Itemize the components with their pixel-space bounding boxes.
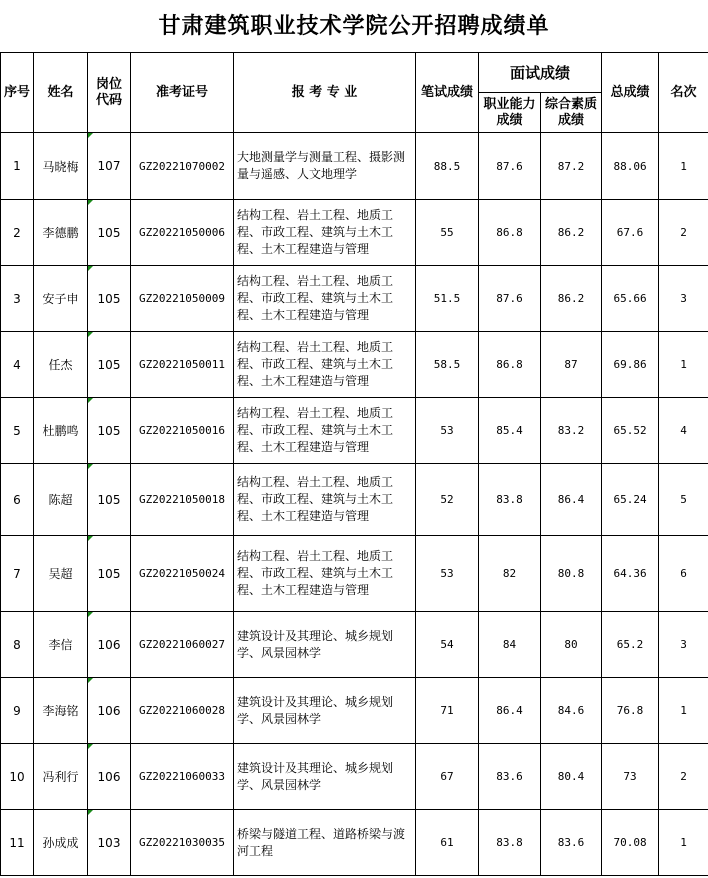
cell-ability: 83.8	[479, 464, 541, 536]
cell-rank: 1	[659, 332, 708, 398]
cell-exam-id: GZ20221060033	[131, 744, 234, 810]
cell-name: 任杰	[34, 332, 88, 398]
cell-total: 65.2	[602, 612, 659, 678]
cell-rank: 1	[659, 678, 708, 744]
header-ability: 职业能力成绩	[479, 93, 541, 133]
cell-post: 106	[88, 678, 131, 744]
header-seq: 序号	[1, 53, 34, 133]
cell-exam-id: GZ20221050009	[131, 266, 234, 332]
cell-post: 105	[88, 266, 131, 332]
cell-post: 105	[88, 398, 131, 464]
table-row	[1, 536, 708, 612]
table-row	[1, 200, 708, 266]
table-row	[1, 133, 708, 200]
cell-total: 73	[602, 744, 659, 810]
cell-seq: 7	[1, 536, 34, 612]
header-rank: 名次	[659, 53, 708, 133]
cell-exam-id: GZ20221030035	[131, 810, 234, 876]
cell-name: 李德鹏	[34, 200, 88, 266]
cell-exam-id: GZ20221050011	[131, 332, 234, 398]
cell-seq: 2	[1, 200, 34, 266]
cell-ability: 85.4	[479, 398, 541, 464]
cell-seq: 11	[1, 810, 34, 876]
cell-major: 桥梁与隧道工程、道路桥梁与渡河工程	[234, 810, 416, 876]
cell-total: 76.8	[602, 678, 659, 744]
cell-total: 65.24	[602, 464, 659, 536]
cell-seq: 1	[1, 133, 34, 200]
cell-name: 马晓梅	[34, 133, 88, 200]
cell-total: 88.06	[602, 133, 659, 200]
cell-written: 55	[416, 200, 479, 266]
cell-total: 65.66	[602, 266, 659, 332]
cell-rank: 4	[659, 398, 708, 464]
cell-seq: 6	[1, 464, 34, 536]
cell-major: 结构工程、岩土工程、地质工程、市政工程、建筑与土木工程、土木工程建造与管理	[234, 398, 416, 464]
table-row	[1, 744, 708, 810]
cell-major: 大地测量学与测量工程、摄影测量与遥感、人文地理学	[234, 133, 416, 200]
table-row	[1, 810, 708, 876]
cell-rank: 2	[659, 744, 708, 810]
cell-exam-id: GZ20221050016	[131, 398, 234, 464]
cell-post: 106	[88, 744, 131, 810]
cell-name: 陈超	[34, 464, 88, 536]
cell-post: 105	[88, 464, 131, 536]
cell-written: 53	[416, 398, 479, 464]
cell-major: 结构工程、岩土工程、地质工程、市政工程、建筑与土木工程、土木工程建造与管理	[234, 266, 416, 332]
cell-major: 结构工程、岩土工程、地质工程、市政工程、建筑与土木工程、土木工程建造与管理	[234, 536, 416, 612]
table-row	[1, 398, 708, 464]
cell-major: 建筑设计及其理论、城乡规划学、风景园林学	[234, 678, 416, 744]
cell-rank: 3	[659, 612, 708, 678]
cell-major: 结构工程、岩土工程、地质工程、市政工程、建筑与土木工程、土木工程建造与管理	[234, 464, 416, 536]
cell-total: 65.52	[602, 398, 659, 464]
cell-total: 70.08	[602, 810, 659, 876]
cell-major: 建筑设计及其理论、城乡规划学、风景园林学	[234, 744, 416, 810]
cell-exam-id: GZ20221070002	[131, 133, 234, 200]
cell-ability: 86.8	[479, 332, 541, 398]
cell-ability: 83.6	[479, 744, 541, 810]
cell-exam-id: GZ20221050006	[131, 200, 234, 266]
cell-ability: 84	[479, 612, 541, 678]
cell-written: 54	[416, 612, 479, 678]
table-row	[1, 678, 708, 744]
cell-written: 58.5	[416, 332, 479, 398]
score-table	[0, 52, 708, 876]
table-row	[1, 266, 708, 332]
cell-post: 106	[88, 612, 131, 678]
cell-quality: 87.2	[541, 133, 602, 200]
cell-quality: 84.6	[541, 678, 602, 744]
header-major: 报 考 专 业	[234, 53, 416, 133]
cell-ability: 87.6	[479, 266, 541, 332]
cell-seq: 9	[1, 678, 34, 744]
cell-ability: 82	[479, 536, 541, 612]
table-row	[1, 332, 708, 398]
cell-written: 61	[416, 810, 479, 876]
cell-rank: 1	[659, 810, 708, 876]
cell-major: 建筑设计及其理论、城乡规划学、风景园林学	[234, 612, 416, 678]
cell-rank: 6	[659, 536, 708, 612]
cell-rank: 3	[659, 266, 708, 332]
cell-rank: 2	[659, 200, 708, 266]
cell-quality: 80.4	[541, 744, 602, 810]
cell-name: 孙成成	[34, 810, 88, 876]
cell-name: 李海铭	[34, 678, 88, 744]
cell-post: 105	[88, 200, 131, 266]
cell-quality: 86.2	[541, 200, 602, 266]
cell-name: 杜鹏鸣	[34, 398, 88, 464]
header-interview: 面试成绩	[479, 53, 602, 93]
cell-ability: 86.8	[479, 200, 541, 266]
page-title: 甘肃建筑职业技术学院公开招聘成绩单	[158, 13, 550, 39]
cell-quality: 83.2	[541, 398, 602, 464]
cell-ability: 87.6	[479, 133, 541, 200]
cell-written: 52	[416, 464, 479, 536]
cell-name: 李信	[34, 612, 88, 678]
cell-seq: 5	[1, 398, 34, 464]
cell-written: 53	[416, 536, 479, 612]
cell-written: 88.5	[416, 133, 479, 200]
table-row	[1, 464, 708, 536]
cell-quality: 80	[541, 612, 602, 678]
table-row	[1, 612, 708, 678]
cell-quality: 86.2	[541, 266, 602, 332]
cell-written: 51.5	[416, 266, 479, 332]
cell-exam-id: GZ20221050024	[131, 536, 234, 612]
header-post: 岗位代码	[88, 53, 131, 133]
cell-seq: 8	[1, 612, 34, 678]
cell-major: 结构工程、岩土工程、地质工程、市政工程、建筑与土木工程、土木工程建造与管理	[234, 332, 416, 398]
cell-total: 67.6	[602, 200, 659, 266]
cell-exam-id: GZ20221060027	[131, 612, 234, 678]
header-name: 姓名	[34, 53, 88, 133]
cell-post: 103	[88, 810, 131, 876]
cell-major: 结构工程、岩土工程、地质工程、市政工程、建筑与土木工程、土木工程建造与管理	[234, 200, 416, 266]
header-total: 总成绩	[602, 53, 659, 133]
header-exam-id: 准考证号	[131, 53, 234, 133]
cell-total: 69.86	[602, 332, 659, 398]
cell-exam-id: GZ20221050018	[131, 464, 234, 536]
cell-post: 105	[88, 332, 131, 398]
cell-seq: 3	[1, 266, 34, 332]
header-written: 笔试成绩	[416, 53, 479, 133]
cell-name: 安子申	[34, 266, 88, 332]
cell-quality: 83.6	[541, 810, 602, 876]
cell-written: 71	[416, 678, 479, 744]
cell-post: 107	[88, 133, 131, 200]
cell-ability: 83.8	[479, 810, 541, 876]
cell-post: 105	[88, 536, 131, 612]
cell-quality: 80.8	[541, 536, 602, 612]
cell-seq: 10	[1, 744, 34, 810]
cell-written: 67	[416, 744, 479, 810]
cell-name: 吴超	[34, 536, 88, 612]
cell-ability: 86.4	[479, 678, 541, 744]
cell-quality: 87	[541, 332, 602, 398]
cell-total: 64.36	[602, 536, 659, 612]
header-quality: 综合素质成绩	[541, 93, 602, 133]
cell-rank: 5	[659, 464, 708, 536]
cell-rank: 1	[659, 133, 708, 200]
cell-quality: 86.4	[541, 464, 602, 536]
cell-seq: 4	[1, 332, 34, 398]
cell-name: 冯利行	[34, 744, 88, 810]
cell-exam-id: GZ20221060028	[131, 678, 234, 744]
